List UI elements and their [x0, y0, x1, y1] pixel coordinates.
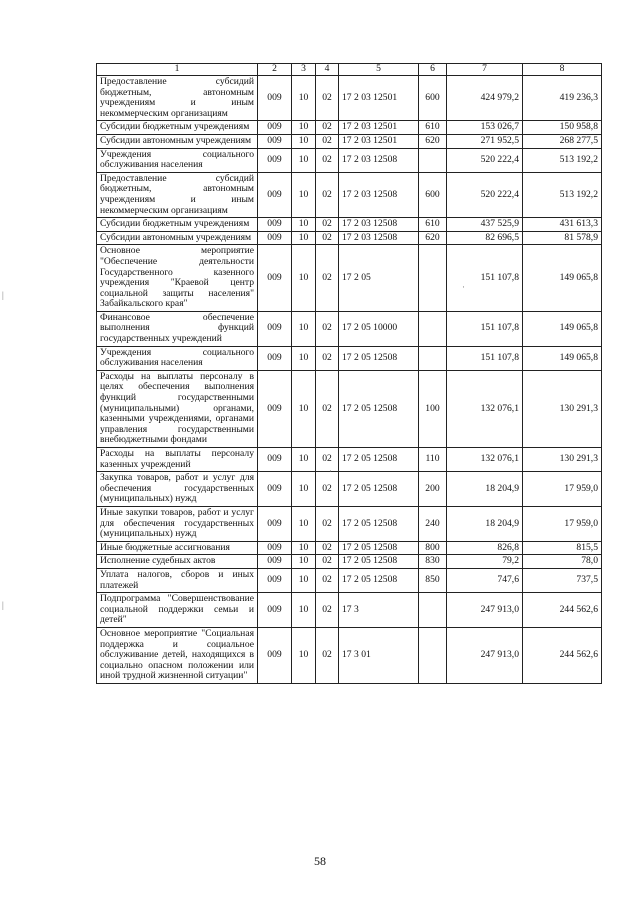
target-article-cell: 17 2 03 12508	[339, 148, 419, 172]
table-row	[97, 76, 602, 121]
subsection-cell: 02	[316, 541, 339, 555]
subsection-cell: 02	[316, 245, 339, 312]
target-article-cell: 17 2 05 12508	[339, 472, 419, 507]
amount-cell: 132 076,1	[447, 370, 523, 447]
target-article-cell: 17 2 05 12508	[339, 448, 419, 472]
expense-type-cell: 600	[419, 76, 447, 121]
subsection-cell: 02	[316, 346, 339, 370]
amount-cell: 244 562,6	[523, 627, 602, 683]
table-row	[97, 555, 602, 569]
target-article-cell: 17 2 03 12508	[339, 172, 419, 217]
target-article-cell: 17 2 03 12508	[339, 218, 419, 232]
column-header: 8	[523, 64, 602, 76]
admin-code-cell: 009	[258, 472, 292, 507]
amount-cell: 132 076,1	[447, 448, 523, 472]
expense-type-cell: 110	[419, 448, 447, 472]
table-row	[97, 346, 602, 370]
column-header: 5	[339, 64, 419, 76]
row-name-cell: Закупка товаров, работ и услуг для обеспечения государственных (муниципальных) нужд	[97, 472, 258, 507]
amount-cell: 247 913,0	[447, 593, 523, 628]
amount-cell: 149 065,8	[523, 346, 602, 370]
row-name-cell: Субсидии бюджетным учреждениям	[97, 218, 258, 232]
amount-cell: 747,6	[447, 568, 523, 592]
section-cell: 10	[292, 541, 316, 555]
admin-code-cell: 009	[258, 568, 292, 592]
row-name-cell: Основное мероприятие "Социальная поддержка и социальное обслуживание детей, находящихся в социально опасном положении или иной трудной жизненной ситуации"	[97, 627, 258, 683]
amount-cell: 17 959,0	[523, 472, 602, 507]
subsection-cell: 02	[316, 311, 339, 346]
section-cell: 10	[292, 172, 316, 217]
admin-code-cell: 009	[258, 148, 292, 172]
expense-type-cell	[419, 346, 447, 370]
amount-cell: 520 222,4	[447, 148, 523, 172]
section-cell: 10	[292, 148, 316, 172]
subsection-cell: 02	[316, 555, 339, 569]
subsection-cell: 02	[316, 506, 339, 541]
row-name-cell: Учреждения социального обслуживания населения	[97, 148, 258, 172]
row-name-cell: Финансовое обеспечение выполнения функций государственных учреждений	[97, 311, 258, 346]
amount-cell: 513 192,2	[523, 172, 602, 217]
admin-code-cell: 009	[258, 448, 292, 472]
row-name-cell: Подпрограмма "Совершенствование социальной поддержки семьи и детей"	[97, 593, 258, 628]
amount-cell: 431 613,3	[523, 218, 602, 232]
page-number: 58	[314, 854, 326, 868]
subsection-cell: 02	[316, 370, 339, 447]
amount-cell: 82 696,5	[447, 231, 523, 245]
section-cell: 10	[292, 76, 316, 121]
table-row	[97, 245, 602, 312]
expense-type-cell: 610	[419, 218, 447, 232]
expense-type-cell: 620	[419, 231, 447, 245]
budget-table	[96, 63, 602, 684]
section-cell: 10	[292, 245, 316, 312]
amount-cell: 18 204,9	[447, 506, 523, 541]
table-row	[97, 121, 602, 135]
row-name-cell: Предоставление субсидий бюджетным, автономным учреждениям и иным некоммерческим организациям	[97, 76, 258, 121]
admin-code-cell: 009	[258, 134, 292, 148]
row-name-cell: Основное мероприятие "Обеспечение деятельности Государственного казенного учреждения "Краевой центр социальной защиты населения" Забайкальского края"	[97, 245, 258, 312]
target-article-cell: 17 2 03 12501	[339, 121, 419, 135]
amount-cell: 424 979,2	[447, 76, 523, 121]
target-article-cell: 17 2 05 12508	[339, 541, 419, 555]
section-cell: 10	[292, 448, 316, 472]
table-row	[97, 472, 602, 507]
expense-type-cell: 200	[419, 472, 447, 507]
amount-cell: 79,2	[447, 555, 523, 569]
column-header: 4	[316, 64, 339, 76]
subsection-cell: 02	[316, 627, 339, 683]
column-header: 1	[97, 64, 258, 76]
scan-mark: |	[2, 600, 4, 610]
table-row	[97, 506, 602, 541]
table-row	[97, 172, 602, 217]
row-name-cell: Предоставление субсидий бюджетным, автономным учреждениям и иным некоммерческим организациям	[97, 172, 258, 217]
section-cell: 10	[292, 568, 316, 592]
expense-type-cell	[419, 311, 447, 346]
admin-code-cell: 009	[258, 346, 292, 370]
subsection-cell: 02	[316, 448, 339, 472]
table-row	[97, 218, 602, 232]
subsection-cell: 02	[316, 76, 339, 121]
amount-cell: 18 204,9	[447, 472, 523, 507]
admin-code-cell: 009	[258, 218, 292, 232]
target-article-cell: 17 2 05 12508	[339, 506, 419, 541]
section-cell: 10	[292, 506, 316, 541]
section-cell: 10	[292, 311, 316, 346]
target-article-cell: 17 2 03 12501	[339, 134, 419, 148]
section-cell: 10	[292, 346, 316, 370]
table-row	[97, 134, 602, 148]
scan-mark: ·	[462, 282, 465, 292]
subsection-cell: 02	[316, 134, 339, 148]
table-row	[97, 148, 602, 172]
admin-code-cell: 009	[258, 121, 292, 135]
section-cell: 10	[292, 370, 316, 447]
expense-type-cell	[419, 627, 447, 683]
expense-type-cell	[419, 245, 447, 312]
row-name-cell: Учреждения социального обслуживания населения	[97, 346, 258, 370]
row-name-cell: Субсидии автономным учреждениям	[97, 134, 258, 148]
table-row	[97, 231, 602, 245]
subsection-cell: 02	[316, 593, 339, 628]
subsection-cell: 02	[316, 218, 339, 232]
target-article-cell: 17 2 05 12508	[339, 568, 419, 592]
section-cell: 10	[292, 593, 316, 628]
amount-cell: 17 959,0	[523, 506, 602, 541]
admin-code-cell: 009	[258, 555, 292, 569]
row-name-cell: Иные бюджетные ассигнования	[97, 541, 258, 555]
target-article-cell: 17 3 01	[339, 627, 419, 683]
target-article-cell: 17 2 03 12508	[339, 231, 419, 245]
row-name-cell: Исполнение судебных актов	[97, 555, 258, 569]
amount-cell: 151 107,8	[447, 346, 523, 370]
section-cell: 10	[292, 472, 316, 507]
table-row	[97, 448, 602, 472]
admin-code-cell: 009	[258, 627, 292, 683]
expense-type-cell	[419, 593, 447, 628]
target-article-cell: 17 2 03 12501	[339, 76, 419, 121]
section-cell: 10	[292, 555, 316, 569]
amount-cell: 815,5	[523, 541, 602, 555]
admin-code-cell: 009	[258, 506, 292, 541]
admin-code-cell: 009	[258, 311, 292, 346]
admin-code-cell: 009	[258, 593, 292, 628]
row-name-cell: Субсидии автономным учреждениям	[97, 231, 258, 245]
amount-cell: 151 107,8	[447, 245, 523, 312]
amount-cell: 268 277,5	[523, 134, 602, 148]
scan-mark: |	[2, 290, 4, 300]
header-row	[97, 64, 602, 76]
amount-cell: 737,5	[523, 568, 602, 592]
admin-code-cell: 009	[258, 370, 292, 447]
admin-code-cell: 009	[258, 76, 292, 121]
expense-type-cell: 240	[419, 506, 447, 541]
target-article-cell: 17 2 05 12508	[339, 555, 419, 569]
expense-type-cell: 100	[419, 370, 447, 447]
amount-cell: 513 192,2	[523, 148, 602, 172]
table-row	[97, 311, 602, 346]
amount-cell: 826,8	[447, 541, 523, 555]
row-name-cell: Расходы на выплаты персоналу в целях обеспечения выполнения функций государственными (муниципальными) органами, казенными учреждениями, органами управления государственными внебюджетными фондами	[97, 370, 258, 447]
expense-type-cell: 850	[419, 568, 447, 592]
amount-cell: 244 562,6	[523, 593, 602, 628]
table-row	[97, 627, 602, 683]
column-header: 7	[447, 64, 523, 76]
amount-cell: 151 107,8	[447, 311, 523, 346]
row-name-cell: Расходы на выплаты персоналу казенных учреждений	[97, 448, 258, 472]
column-header: 2	[258, 64, 292, 76]
section-cell: 10	[292, 134, 316, 148]
target-article-cell: 17 2 05 10000	[339, 311, 419, 346]
expense-type-cell	[419, 148, 447, 172]
subsection-cell: 02	[316, 231, 339, 245]
table-row	[97, 541, 602, 555]
column-header: 3	[292, 64, 316, 76]
subsection-cell: 02	[316, 472, 339, 507]
amount-cell: 149 065,8	[523, 311, 602, 346]
amount-cell: 271 952,5	[447, 134, 523, 148]
amount-cell: 130 291,3	[523, 370, 602, 447]
amount-cell: 78,0	[523, 555, 602, 569]
section-cell: 10	[292, 627, 316, 683]
section-cell: 10	[292, 231, 316, 245]
target-article-cell: 17 2 05 12508	[339, 346, 419, 370]
expense-type-cell: 800	[419, 541, 447, 555]
amount-cell: 81 578,9	[523, 231, 602, 245]
amount-cell: 153 026,7	[447, 121, 523, 135]
subsection-cell: 02	[316, 568, 339, 592]
subsection-cell: 02	[316, 172, 339, 217]
admin-code-cell: 009	[258, 172, 292, 217]
expense-type-cell: 600	[419, 172, 447, 217]
admin-code-cell: 009	[258, 541, 292, 555]
expense-type-cell: 830	[419, 555, 447, 569]
table-row	[97, 370, 602, 447]
subsection-cell: 02	[316, 121, 339, 135]
expense-type-cell: 610	[419, 121, 447, 135]
row-name-cell: Иные закупки товаров, работ и услуг для обеспечения государственных (муниципальных) нужд	[97, 506, 258, 541]
amount-cell: 419 236,3	[523, 76, 602, 121]
subsection-cell: 02	[316, 148, 339, 172]
admin-code-cell: 009	[258, 245, 292, 312]
amount-cell: 149 065,8	[523, 245, 602, 312]
section-cell: 10	[292, 121, 316, 135]
expense-type-cell: 620	[419, 134, 447, 148]
scan-mark: ·	[329, 466, 332, 476]
column-header: 6	[419, 64, 447, 76]
row-name-cell: Уплата налогов, сборов и иных платежей	[97, 568, 258, 592]
amount-cell: 247 913,0	[447, 627, 523, 683]
amount-cell: 130 291,3	[523, 448, 602, 472]
target-article-cell: 17 2 05 12508	[339, 370, 419, 447]
target-article-cell: 17 2 05	[339, 245, 419, 312]
amount-cell: 437 525,9	[447, 218, 523, 232]
table-row	[97, 593, 602, 628]
admin-code-cell: 009	[258, 231, 292, 245]
amount-cell: 520 222,4	[447, 172, 523, 217]
table-row	[97, 568, 602, 592]
section-cell: 10	[292, 218, 316, 232]
amount-cell: 150 958,8	[523, 121, 602, 135]
row-name-cell: Субсидии бюджетным учреждениям	[97, 121, 258, 135]
target-article-cell: 17 3	[339, 593, 419, 628]
